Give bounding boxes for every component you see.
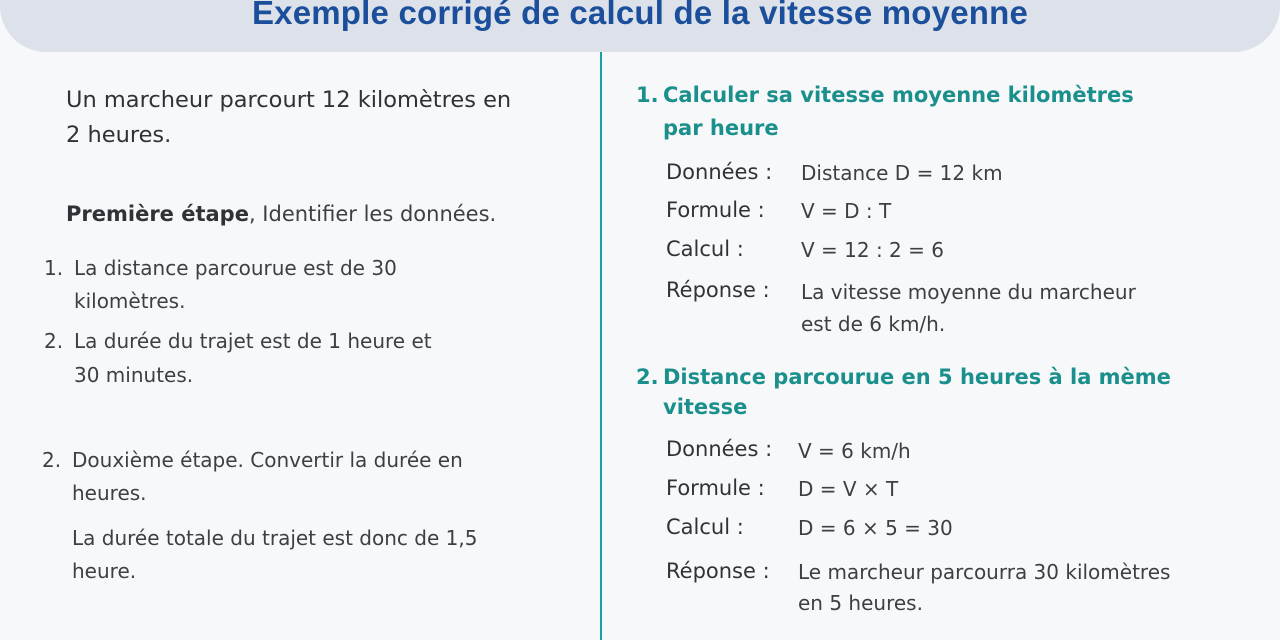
- section2-number: 2.: [636, 365, 659, 389]
- label-donnees: Données :: [666, 437, 773, 461]
- label-formule: Formule :: [666, 198, 765, 222]
- value-donnees: Distance D = 12 km: [801, 161, 1003, 185]
- list-item-number: 2.: [44, 329, 64, 353]
- list-item-line: La durée du trajet est de 1 heure et: [74, 329, 432, 353]
- value-reponse-line-2: est de 6 km/h.: [801, 312, 946, 336]
- section2-heading-line-2: vitesse: [663, 395, 748, 419]
- problem-line-1: Un marcheur parcourt 12 kilomètres en: [66, 87, 512, 113]
- value-calcul: D = 6 × 5 = 30: [798, 516, 953, 540]
- list-item-line: 30 minutes.: [74, 363, 194, 387]
- step1-rest: , Identifier les données.: [248, 202, 497, 226]
- result-line-2: heure.: [72, 559, 137, 583]
- value-reponse-line-2: en 5 heures.: [798, 591, 923, 615]
- value-reponse-line-1: Le marcheur parcourra 30 kilomètres: [798, 560, 1171, 584]
- value-formule: V = D : T: [801, 199, 892, 223]
- label-calcul: Calcul :: [666, 237, 744, 261]
- step2-line: heures.: [72, 481, 147, 505]
- column-divider: [600, 52, 602, 640]
- step2-line: Douxième étape. Convertir la durée en: [72, 448, 463, 472]
- list-item-number: 1.: [44, 256, 64, 280]
- label-reponse: Réponse :: [666, 559, 770, 583]
- section2-heading-line-1: Distance parcourue en 5 heures à la mème: [663, 365, 1171, 389]
- label-calcul: Calcul :: [666, 515, 744, 539]
- page-title: Exemple corrigé de calcul de la vitesse moyenne: [251, 0, 1029, 31]
- label-formule: Formule :: [666, 476, 765, 500]
- section1-heading-line-1: Calculer sa vitesse moyenne kilomètres: [663, 83, 1134, 107]
- list-item-line: La distance parcourue est de 30: [74, 256, 397, 280]
- value-calcul: V = 12 : 2 = 6: [801, 238, 944, 262]
- label-donnees: Données :: [666, 160, 773, 184]
- problem-line-2: 2 heures.: [66, 122, 172, 148]
- step1-heading: [66, 202, 496, 226]
- value-reponse-line-1: La vitesse moyenne du marcheur: [801, 280, 1136, 304]
- list-item-line: kilomètres.: [74, 289, 186, 313]
- step1-bold: Première étape: [66, 202, 249, 226]
- label-reponse: Réponse :: [666, 278, 770, 302]
- value-formule: D = V × T: [798, 477, 899, 501]
- section1-heading-line-2: par heure: [663, 116, 779, 140]
- value-donnees: V = 6 km/h: [798, 439, 911, 463]
- step2-number: 2.: [42, 448, 62, 472]
- section1-number: 1.: [636, 83, 659, 107]
- result-line-1: La durée totale du trajet est donc de 1,5: [72, 526, 478, 550]
